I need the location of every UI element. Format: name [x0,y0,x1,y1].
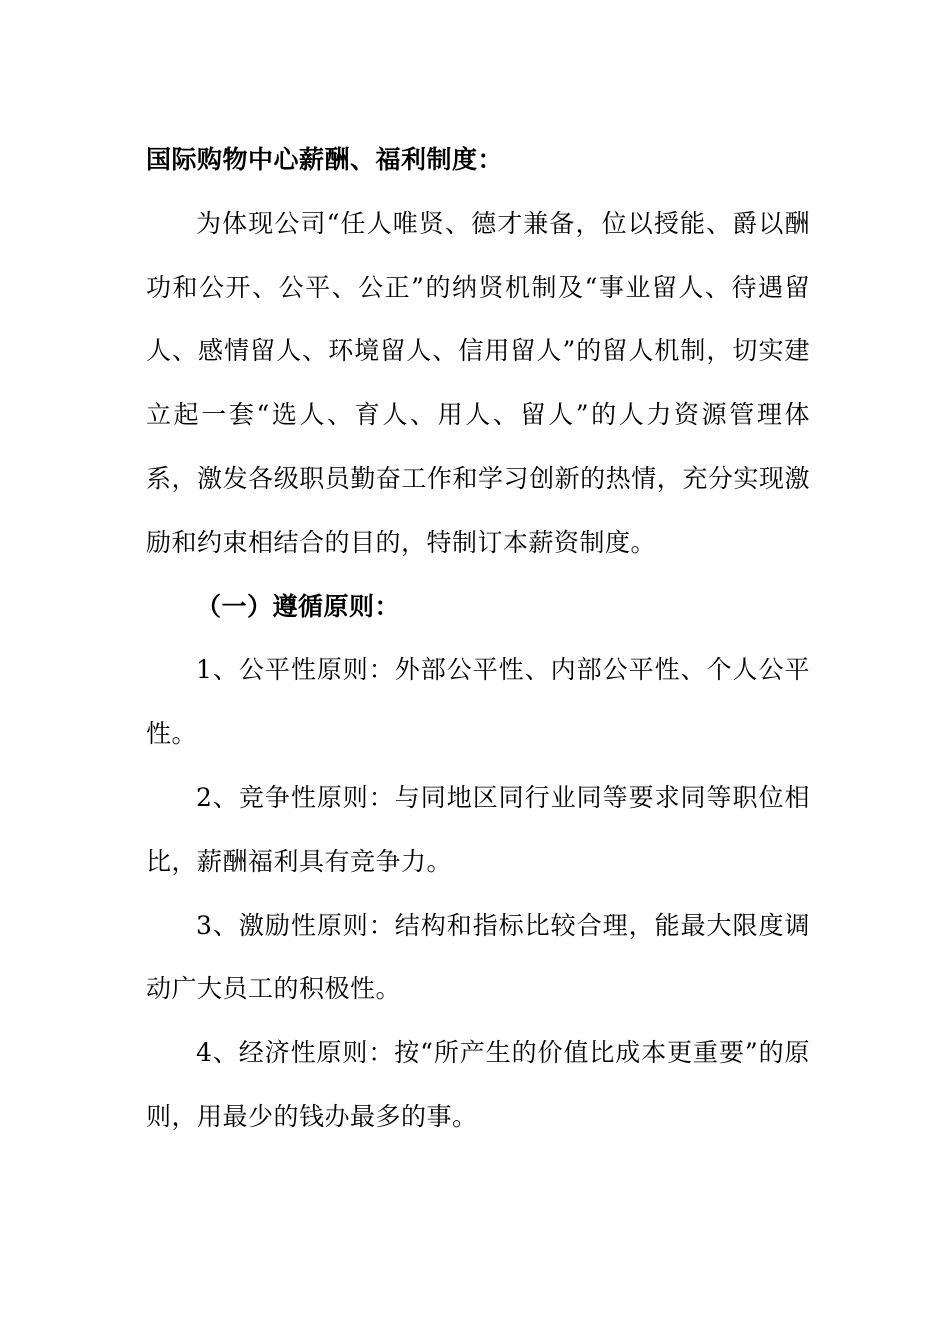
intro-paragraph: 为体现公司“任人唯贤、德才兼备，位以授能、爵以酬功和公开、公平、公正”的纳贤机制及“事业留人、待遇留人、感情留人、环境留人、信用留人”的留人机制，切实建立起一套“选人、育人、用人、留人”的人力资源管理体系，激发各级职员勤奋工作和学习创新的热情，充分实现激励和约束相结合的目的，特制订本薪资制度。 [146,208,810,557]
principle-incentive: 3、激励性原则：结构和指标比较合理，能最大限度调动广大员工的积极性。 [146,910,810,1004]
document-body [146,128,810,1149]
principle-fairness: 1、公平性原则：外部公平性、内部公平性、个人公平性。 [146,655,810,749]
document-title: 国际购物中心薪酬、福利制度： [146,145,504,174]
principle-economy: 4、经济性原则：按“所产生的价值比成本更重要”的原则，用最少的钱办最多的事。 [146,1038,810,1131]
section-heading: （一）遵循原则： [196,591,401,621]
principle-competitiveness: 2、竞争性原则：与同地区同行业同等要求同等职位相比，薪酬福利具有竞争力。 [146,782,810,876]
